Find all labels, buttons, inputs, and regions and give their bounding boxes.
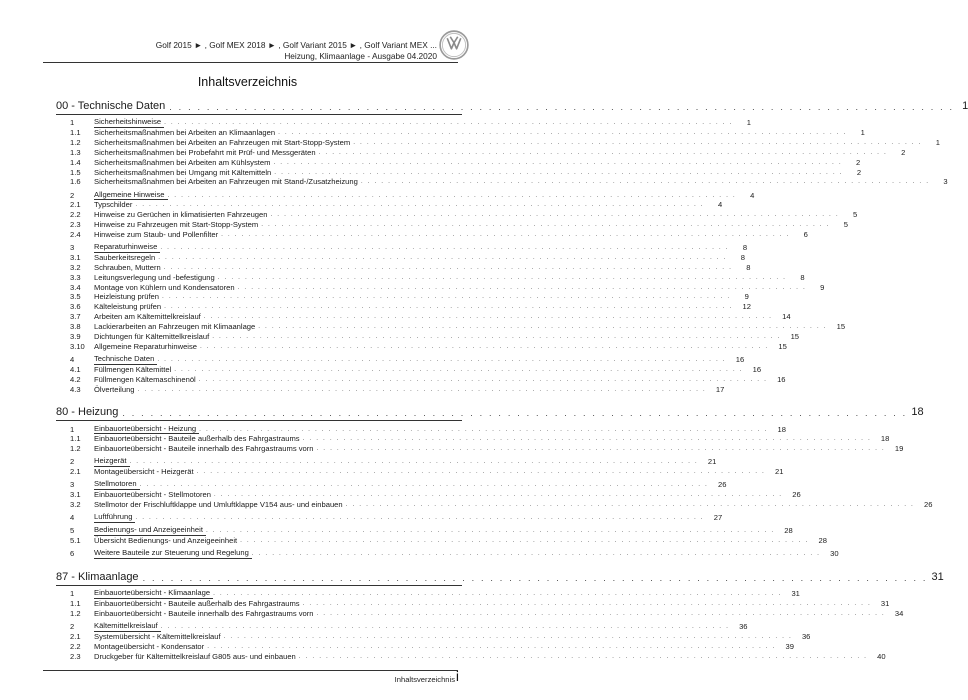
vw-logo-icon (439, 30, 469, 60)
entry-title: Bedienungs- und Anzeigeeinheit (94, 525, 206, 536)
leader-dots: . . . . . . . . . . . . . . . . . . . . . . . . . . . . . . . . . . . . . . . . . . . . . . . . . . . . . . . . . . . . . . . . . . . . . . . . . . . . . . . . . . . . (135, 201, 705, 209)
toc-chapter-entry[interactable] (56, 588, 800, 599)
entry-page: 4 (750, 190, 755, 200)
entry-title: Sicherheitsmaßnahmen bei Umgang mit Kältemitteln (94, 167, 272, 177)
entry-title: Luftführung (94, 512, 135, 523)
entry-title: Systemübersicht - Kältemittelkreislauf (94, 631, 221, 641)
leader-dots: . . . . . . . . . . . . . . . . . . . . . . . . . . . . . . . . . . . . . . . . . . . . . . . . . . . . . . . . . . . . . . . . . . . . . . . . . . . . . . . . . . . . (240, 537, 809, 545)
footer-divider (43, 670, 458, 671)
entry-page: 5 (853, 210, 858, 220)
entry-page: 1 (746, 118, 751, 128)
toc-entry[interactable] (56, 252, 746, 263)
toc-entry[interactable] (56, 292, 749, 302)
leader-dots: . . . . . . . . . . . . . . . . . . . . . . . . . . . . . . . . . . . . . . . . . . . . . . . . . . . . . . . . . . . . . . . . . . . . . . . . . . . . . . . . . . . . (158, 253, 728, 261)
leader-dots: . . . . . . . . . . . . . . . . . . . . . . . . . . . . . . . . . . . . . . . . . . . . . . . . . . . . . . . . . . . . . . . . . . . . . . . . . . . . . . . . . . . . (213, 590, 782, 598)
entry-title: Einbauorteübersicht - Bauteile außerhalb des Fahrgastraums (94, 599, 300, 609)
page-header (0, 0, 495, 62)
entry-title: Sicherheitsmaßnahmen bei Arbeiten am Kühlsystem (94, 157, 271, 167)
toc-chapter-entry[interactable] (56, 621, 748, 632)
leader-dots: . . . . . . . . . . . . . . . . . . . . . . . . . . . . . . . . . . . . . . . . . . . . . . . . . . . . . . . . . . . . . . . . . . . . . . . . . . . . . . . . . . . . (157, 355, 727, 363)
section-divider (56, 114, 462, 115)
toc-chapter-entry[interactable] (56, 423, 786, 435)
toc-entry[interactable] (56, 147, 906, 158)
leader-dots: . . . . . . . . . . . . . . . . . . . . . . . . . . . . . . . . . . . . . . . . . . . . . . . . . . . . . . . . . . . . . . . . . . . . . . . . . . . . . . . . . . . . (237, 283, 807, 291)
entry-page: 8 (740, 252, 746, 262)
entry-number: 1 (70, 118, 75, 128)
entry-title: Hinweise zu Gerüchen in klimatisierten Fahrzeugen (94, 210, 268, 220)
entry-number: 3.2 (70, 500, 81, 510)
toc-entry[interactable] (56, 631, 811, 642)
entry-page: 2 (856, 167, 862, 177)
toc-entry[interactable] (56, 467, 784, 477)
toc-section (56, 400, 933, 559)
toc-entry[interactable] (56, 220, 848, 230)
leader-dots: . . . . . . . . . . . . . . . . . . . . . . . . . . . . . . . . . . . . . . . . . . . . . . . . . . . . . . . . . . . . . . . . . . . . . . . . . . . . . . . . . . . . (163, 263, 733, 271)
leader-dots: . . . . . . . . . . . . . . . . . . . . . . . . . . . . . . . . . . . . . . . . . . . . . . . . . . . . . . . . . . . . . . . . . . . . . . . . . . . . . . . . . . . . (164, 303, 733, 311)
entry-number: 1.2 (70, 137, 81, 147)
leader-dots: . . . . . . . . . . . . . . . . . . . . . . . . . . . . . . . . . . . . . . . . . . . . . . . . . . . . . . . . . . . . . . . . . . . . . . . . . . . . . . . . . . . . (160, 244, 730, 252)
leader-dots: . . . . . . . . . . . . . . . . . . . . . . . . . . . . . . . . . . . . . . . . . . . . . . . . . . . . . . . . . . . . . . . . . . . . . . . . . . . . . . . . . . . . (221, 231, 790, 238)
leader-dots: . . . . . . . . . . . . . . . . . . . . . . . . . . . . . . . . . . . . . . . . . . . . . . . . . . . . . . . . . . . . . . . . . . . . . . . . . . . . . . . . . . . . (142, 573, 928, 583)
toc-entry[interactable] (56, 200, 723, 210)
entry-title: Weitere Bauteile zur Steuerung und Regelung (94, 548, 252, 559)
table-of-contents (56, 94, 968, 662)
entry-number: 2.2 (70, 210, 81, 220)
leader-dots: . . . . . . . . . . . . . . . . . . . . . . . . . . . . . . . . . . . . . . . . . . . . . . . . . . . . . . . . . . . . . . . . . . . . . . . . . . . . . . . . . . . . (164, 119, 733, 127)
header-divider (43, 62, 458, 63)
entry-title: Reparaturhinweise (94, 242, 160, 253)
entry-number: 2 (70, 190, 75, 200)
entry-number: 1.1 (70, 599, 81, 609)
leader-dots: . . . . . . . . . . . . . . . . . . . . . . . . . . . . . . . . . . . . . . . . . . . . . . . . . . . . . . . . . . . . . . . . . . . . . . . . . . . . . . . . . . . . (302, 600, 872, 608)
entry-title: Technische Daten (94, 354, 157, 365)
toc-entry[interactable] (56, 312, 791, 322)
entry-number: 1.4 (70, 157, 81, 167)
entry-title: Stellmotor der Frischluftklappe und Umluftklappe V154 aus- und einbauen (94, 500, 343, 510)
section-page: 18 (911, 406, 924, 419)
entry-number: 3 (70, 243, 75, 253)
toc-entry[interactable] (56, 262, 751, 273)
entry-number: 4 (70, 354, 75, 364)
entry-page: 31 (791, 589, 800, 599)
entry-title: Einbauorteübersicht - Bauteile innerhalb des Fahrgastraums vorn (94, 608, 314, 618)
toc-entry[interactable] (56, 128, 865, 138)
entry-page: 16 (752, 364, 762, 374)
entry-page: 1 (860, 128, 865, 138)
toc-section (56, 94, 968, 394)
toc-chapter-entry[interactable] (56, 117, 751, 128)
entry-title: Kältemittelkreislauf (94, 621, 161, 632)
entry-title: Einbauorteübersicht - Bauteile außerhalb des Fahrgastraums (94, 434, 300, 444)
entry-page: 34 (894, 608, 904, 618)
section-page: 1 (962, 100, 968, 112)
entry-page: 16 (735, 354, 745, 364)
entry-number: 2 (70, 457, 75, 467)
toc-entry[interactable] (56, 384, 725, 395)
entry-number: 2.3 (70, 220, 81, 230)
entry-number: 2 (70, 622, 75, 631)
header-models: Golf 2015 ► , Golf MEX 2018 ► , Golf Variant 2015 ► , Golf Variant MEX ... (155, 40, 437, 50)
leader-dots: . . . . . . . . . . . . . . . . . . . . . . . . . . . . . . . . . . . . . . . . . . . . . . . . . . . . . . . . . . . . . . . . . . . . . . . . . . . . . . . . . . . . (139, 481, 709, 489)
leader-dots: . . . . . . . . . . . . . . . . . . . . . . . . . . . . . . . . . . . . . . . . . . . . . . . . . . . . . . . . . . . . . . . . . . . . . . . . . . . . . . . . . . . . (167, 191, 737, 199)
toc-entry[interactable] (56, 641, 794, 652)
leader-dots: . . . . . . . . . . . . . . . . . . . . . . . . . . . . . . . . . . . . . . . . . . . . . . . . . . . . . . . . . . . . . . . . . . . . . . . . . . . . . . . . . . . . (135, 514, 705, 522)
entry-number: 1.5 (70, 167, 81, 177)
leader-dots: . . . . . . . . . . . . . . . . . . . . . . . . . . . . . . . . . . . . . . . . . . . . . . . . . . . . . . . . . . . . . . . . . . . . . . . . . . . . . . . . . . . . (207, 642, 776, 650)
entry-number: 3.3 (70, 272, 81, 282)
toc-entry[interactable] (56, 282, 825, 293)
leader-dots: . . . . . . . . . . . . . . . . . . . . . . . . . . . . . . . . . . . . . . . . . . . . . . . . . . . . . . . . . . . . . . . . . . . . . . . . . . . . . . . . . . . . (258, 323, 828, 331)
entry-title: Allgemeine Reparaturhinweise (94, 341, 197, 351)
entry-number: 1.6 (70, 177, 81, 187)
leader-dots: . . . . . . . . . . . . . . . . . . . . . . . . . . . . . . . . . . . . . . . . . . . . . . . . . . . . . . . . . . . . . . . . . . . . . . . . . . . . . . . . . . . . (203, 313, 773, 321)
entry-number: 5 (70, 526, 75, 536)
toc-entry[interactable] (56, 322, 846, 332)
entry-title: Sauberkeitsregeln (94, 252, 156, 262)
section-title: 80 - Heizung (56, 406, 119, 419)
entry-page: 19 (894, 444, 904, 454)
entry-title: Heizgerät (94, 456, 130, 467)
toc-chapter-entry[interactable] (56, 353, 745, 365)
toc-entry[interactable] (56, 374, 786, 385)
entry-page: 40 (877, 651, 886, 661)
toc-entry[interactable] (56, 167, 862, 178)
leader-dots: . . . . . . . . . . . . . . . . . . . . . . . . . . . . . . . . . . . . . . . . . . . . . . . . . . . . . . . . . . . . . . . . . . . . . . . . . . . . . . . . . . . . (129, 458, 699, 466)
leader-dots: . . . . . . . . . . . . . . . . . . . . . . . . . . . . . . . . . . . . . . . . . . . . . . . . . . . . . . . . . . . . . . . . . . . . . . . . . . . . . . . . . . . . (199, 425, 768, 433)
entry-number: 4.1 (70, 364, 81, 374)
entry-number: 2.1 (70, 631, 81, 641)
entry-page: 39 (785, 641, 794, 651)
entry-title: Montage von Kühlern und Kondensatoren (94, 282, 235, 292)
entry-number: 1.1 (70, 434, 81, 444)
toc-entry[interactable] (56, 157, 861, 168)
leader-dots: . . . . . . . . . . . . . . . . . . . . . . . . . . . . . . . . . . . . . . . . . . . . . . . . . . . . . . . . . . . . . . . . . . . . . . . . . . . . . . . . . . . . (169, 102, 955, 112)
toc-section (56, 565, 944, 662)
entry-page: 15 (778, 341, 787, 351)
leader-dots: . . . . . . . . . . . . . . . . . . . . . . . . . . . . . . . . . . . . . . . . . . . . . . . . . . . . . . . . . . . . . . . . . . . . . . . . . . . . . . . . . . . . (278, 129, 847, 137)
entry-number: 3.7 (70, 312, 81, 322)
entry-number: 2.1 (70, 467, 81, 477)
leader-dots: . . . . . . . . . . . . . . . . . . . . . . . . . . . . . . . . . . . . . . . . . . . . . . . . . . . . . . . . . . . . . . . . . . . . . . . . . . . . . . . . . . . . (360, 178, 930, 186)
leader-dots: . . . . . . . . . . . . . . . . . . . . . . . . . . . . . . . . . . . . . . . . . . . . . . . . . . . . . . . . . . . . . . . . . . . . . . . . . . . . . . . . . . . . (137, 385, 707, 393)
leader-dots: . . . . . . . . . . . . . . . . . . . . . . . . . . . . . . . . . . . . . . . . . . . . . . . . . . . . . . . . . . . . . . . . . . . . . . . . . . . . . . . . . . . . (318, 148, 888, 156)
entry-title: Sicherheitsmaßnahmen bei Arbeiten an Fahrzeugen mit Start-Stopp-System (94, 137, 351, 147)
entry-number: 1.2 (70, 444, 81, 454)
entry-page: 27 (713, 513, 723, 523)
leader-dots: . . . . . . . . . . . . . . . . . . . . . . . . . . . . . . . . . . . . . . . . . . . . . . . . . . . . . . . . . . . . . . . . . . . . . . . . . . . . . . . . . . . . (213, 491, 783, 499)
entry-number: 4.2 (70, 374, 81, 384)
entry-number: 1.1 (70, 128, 81, 138)
toc-entry[interactable] (56, 364, 762, 375)
entry-title: Lackierarbeiten an Fahrzeugen mit Klimaanlage (94, 322, 256, 332)
entry-page: 12 (742, 302, 751, 312)
leader-dots: . . . . . . . . . . . . . . . . . . . . . . . . . . . . . . . . . . . . . . . . . . . . . . . . . . . . . . . . . . . . . . . . . . . . . . . . . . . . . . . . . . . . (196, 468, 766, 476)
leader-dots: . . . . . . . . . . . . . . . . . . . . . . . . . . . . . . . . . . . . . . . . . . . . . . . . . . . . . . . . . . . . . . . . . . . . . . . . . . . . . . . . . . . . (270, 211, 840, 219)
leader-dots: . . . . . . . . . . . . . . . . . . . . . . . . . . . . . . . . . . . . . . . . . . . . . . . . . . . . . . . . . . . . . . . . . . . . . . . . . . . . . . . . . . . . (261, 221, 830, 229)
toc-entry[interactable] (56, 210, 858, 220)
toc-entry[interactable] (56, 536, 827, 546)
entry-page: 6 (803, 230, 808, 239)
entry-page: 8 (742, 243, 748, 253)
toc-chapter-entry[interactable] (56, 456, 717, 467)
entry-number: 3 (70, 480, 75, 490)
toc-entry[interactable] (56, 444, 904, 454)
entry-title: Druckgeber für Kältemittelkreislauf G805 aus- und einbauen (94, 651, 296, 661)
section-divider (56, 585, 462, 586)
entry-title: Einbauorteübersicht - Klimaanlage (94, 588, 213, 599)
entry-title: Heizleistung prüfen (94, 292, 160, 302)
leader-dots: . . . . . . . . . . . . . . . . . . . . . . . . . . . . . . . . . . . . . . . . . . . . . . . . . . . . . . . . . . . . . . . . . . . . . . . . . . . . . . . . . . . . (251, 550, 821, 558)
entry-number: 3.6 (70, 302, 81, 312)
toc-entry[interactable] (56, 177, 948, 187)
leader-dots: . . . . . . . . . . . . . . . . . . . . . . . . . . . . . . . . . . . . . . . . . . . . . . . . . . . . . . . . . . . . . . . . . . . . . . . . . . . . . . . . . . . . (298, 652, 868, 660)
toc-entry[interactable] (56, 302, 751, 312)
entry-title: Hinweise zu Fahrzeugen mit Start-Stopp-System (94, 220, 259, 230)
entry-number: 3.8 (70, 322, 81, 332)
entry-number: 4.3 (70, 384, 81, 394)
toc-chapter-entry[interactable] (56, 242, 748, 253)
entry-page: 8 (746, 262, 751, 272)
toc-chapter-entry[interactable] (56, 548, 839, 559)
entry-page: 17 (715, 384, 725, 394)
entry-number: 6 (70, 549, 75, 559)
entry-title: Dichtungen für Kältemittelkreislauf (94, 331, 210, 341)
entry-title: Montageübersicht - Heizgerät (94, 467, 194, 477)
entry-number: 2.1 (70, 200, 81, 210)
entry-number: 2.4 (70, 230, 81, 239)
toc-chapter-entry[interactable] (56, 189, 755, 201)
entry-title: Einbauorteübersicht - Stellmotoren (94, 490, 211, 500)
entry-title: Allgemeine Hinweise (94, 190, 168, 201)
entry-page: 2 (901, 147, 906, 157)
entry-title: Ölverteilung (94, 384, 135, 394)
leader-dots: . . . . . . . . . . . . . . . . . . . . . . . . . . . . . . . . . . . . . . . . . . . . . . . . . . . . . . . . . . . . . . . . . . . . . . . . . . . . . . . . . . . . (174, 365, 744, 373)
section-page: 31 (931, 571, 944, 583)
entry-page: 26 (792, 490, 801, 500)
entry-page: 18 (777, 424, 786, 434)
entry-number: 5.1 (70, 536, 81, 546)
toc-entry[interactable] (56, 230, 808, 240)
entry-page: 30 (830, 549, 839, 559)
toc-entry[interactable] (56, 331, 800, 342)
leader-dots: . . . . . . . . . . . . . . . . . . . . . . . . . . . . . . . . . . . . . . . . . . . . . . . . . . . . . . . . . . . . . . . . . . . . . . . . . . . . . . . . . . . . (302, 435, 872, 443)
entry-title: Einbauorteübersicht - Bauteile innerhalb des Fahrgastraums vorn (94, 444, 314, 454)
leader-dots: . . . . . . . . . . . . . . . . . . . . . . . . . . . . . . . . . . . . . . . . . . . . . . . . . . . . . . . . . . . . . . . . . . . . . . . . . . . . . . . . . . . . (200, 342, 769, 350)
section-title: 00 - Technische Daten (56, 100, 166, 112)
entry-page: 15 (790, 331, 800, 341)
entry-number: 1 (70, 589, 75, 599)
footer-label: Inhaltsverzeichnis (394, 675, 455, 684)
entry-page: 5 (843, 220, 848, 230)
entry-number: 3.1 (70, 490, 81, 500)
leader-dots: . . . . . . . . . . . . . . . . . . . . . . . . . . . . . . . . . . . . . . . . . . . . . . . . . . . . . . . . . . . . . . . . . . . . . . . . . . . . . . . . . . . . (274, 168, 844, 176)
entry-page: 9 (744, 292, 749, 302)
entry-page: 2 (856, 157, 861, 167)
entry-number: 3.5 (70, 292, 81, 302)
toc-entry[interactable] (56, 651, 886, 662)
section-divider (56, 420, 462, 421)
entry-page: 15 (836, 322, 846, 332)
entry-page: 28 (784, 526, 793, 536)
leader-dots: . . . . . . . . . . . . . . . . . . . . . . . . . . . . . . . . . . . . . . . . . . . . . . . . . . . . . . . . . . . . . . . . . . . . . . . . . . . . . . . . . . . . (353, 138, 923, 146)
leader-dots: . . . . . . . . . . . . . . . . . . . . . . . . . . . . . . . . . . . . . . . . . . . . . . . . . . . . . . . . . . . . . . . . . . . . . . . . . . . . . . . . . . . . (122, 408, 908, 419)
entry-page: 31 (880, 599, 890, 609)
leader-dots: . . . . . . . . . . . . . . . . . . . . . . . . . . . . . . . . . . . . . . . . . . . . . . . . . . . . . . . . . . . . . . . . . . . . . . . . . . . . . . . . . . . . (316, 445, 886, 453)
entry-page: 36 (801, 631, 811, 641)
entry-title: Sicherheitshinweise (94, 117, 164, 128)
entry-page: 16 (777, 374, 786, 384)
entry-number: 3.10 (70, 341, 85, 351)
toc-entry[interactable] (56, 490, 801, 500)
entry-title: Füllmengen Kältemittel (94, 364, 172, 374)
toc-chapter-entry[interactable] (56, 512, 723, 523)
entry-title: Sicherheitsmaßnahmen bei Arbeiten an Fahrzeugen mit Stand-/Zusatzheizung (94, 177, 358, 187)
toc-entry[interactable] (56, 137, 941, 148)
leader-dots: . . . . . . . . . . . . . . . . . . . . . . . . . . . . . . . . . . . . . . . . . . . . . . . . . . . . . . . . . . . . . . . . . . . . . . . . . . . . . . . . . . . . (212, 332, 782, 340)
section-title: 87 - Klimaanlage (56, 571, 139, 583)
leader-dots: . . . . . . . . . . . . . . . . . . . . . . . . . . . . . . . . . . . . . . . . . . . . . . . . . . . . . . . . . . . . . . . . . . . . . . . . . . . . . . . . . . . . (217, 273, 787, 281)
entry-number: 3.9 (70, 331, 81, 341)
entry-title: Kälteleistung prüfen (94, 302, 162, 312)
toc-chapter-entry[interactable] (56, 479, 727, 490)
entry-title: Arbeiten am Kältemittelkreislauf (94, 312, 201, 322)
entry-title: Typschilder (94, 200, 133, 210)
entry-title: Sicherheitsmaßnahmen bei Arbeiten an Klimaanlagen (94, 128, 276, 138)
entry-number: 1.3 (70, 147, 81, 157)
entry-number: 1 (70, 424, 75, 434)
page-title: Inhaltsverzeichnis (197, 75, 298, 89)
entry-title: Leitungsverlegung und -befestigung (94, 272, 215, 282)
toc-section-heading[interactable] (56, 94, 968, 112)
toc-chapter-entry[interactable] (56, 525, 793, 536)
leader-dots: . . . . . . . . . . . . . . . . . . . . . . . . . . . . . . . . . . . . . . . . . . . . . . . . . . . . . . . . . . . . . . . . . . . . . . . . . . . . . . . . . . . . (160, 623, 730, 630)
entry-page: 21 (774, 467, 784, 477)
leader-dots: . . . . . . . . . . . . . . . . . . . . . . . . . . . . . . . . . . . . . . . . . . . . . . . . . . . . . . . . . . . . . . . . . . . . . . . . . . . . . . . . . . . . (273, 158, 843, 166)
entry-number: 2.3 (70, 651, 81, 661)
entry-page: 21 (707, 457, 717, 467)
header-edition: Heizung, Klimaanlage - Ausgabe 04.2020 (284, 51, 437, 61)
entry-page: 28 (818, 536, 827, 546)
entry-title: Übersicht Bedienungs- und Anzeigeeinheit (94, 536, 238, 546)
entry-page: 14 (782, 312, 791, 322)
toc-entry[interactable] (56, 608, 904, 619)
entry-title: Sicherheitsmaßnahmen bei Probefahrt mit Prüf- und Messgeräten (94, 147, 316, 157)
entry-page: 3 (943, 177, 948, 187)
leader-dots: . . . . . . . . . . . . . . . . . . . . . . . . . . . . . . . . . . . . . . . . . . . . . . . . . . . . . . . . . . . . . . . . . . . . . . . . . . . . . . . . . . . . (205, 527, 775, 535)
entry-title: Schrauben, Muttern (94, 262, 161, 272)
leader-dots: . . . . . . . . . . . . . . . . . . . . . . . . . . . . . . . . . . . . . . . . . . . . . . . . . . . . . . . . . . . . . . . . . . . . . . . . . . . . . . . . . . . . (223, 632, 793, 640)
toc-section-heading[interactable] (56, 565, 944, 583)
entry-number: 3.2 (70, 262, 81, 272)
entry-title: Stellmotoren (94, 479, 140, 490)
leader-dots: . . . . . . . . . . . . . . . . . . . . . . . . . . . . . . . . . . . . . . . . . . . . . . . . . . . . . . . . . . . . . . . . . . . . . . . . . . . . . . . . . . . . (198, 375, 768, 383)
entry-page: 8 (800, 272, 805, 282)
entry-number: 4 (70, 513, 75, 523)
entry-title: Montageübersicht - Kondensator (94, 641, 205, 651)
leader-dots: . . . . . . . . . . . . . . . . . . . . . . . . . . . . . . . . . . . . . . . . . . . . . . . . . . . . . . . . . . . . . . . . . . . . . . . . . . . . . . . . . . . . (162, 293, 731, 301)
toc-entry[interactable] (56, 272, 805, 283)
entry-title: Hinweise zum Staub- und Pollenfilter (94, 230, 219, 239)
entry-number: 3.4 (70, 282, 81, 292)
entry-page: 26 (717, 480, 727, 490)
entry-page: 4 (717, 200, 723, 210)
entry-number: 2.2 (70, 641, 81, 651)
toc-entry[interactable] (56, 434, 890, 444)
entry-page: 1 (935, 137, 941, 147)
toc-entry[interactable] (56, 341, 787, 352)
entry-page: 9 (820, 282, 825, 292)
entry-title: Einbauorteübersicht - Heizung (94, 424, 199, 435)
entry-page: 36 (739, 622, 748, 631)
entry-title: Füllmengen Kältemaschinenöl (94, 374, 196, 384)
leader-dots: . . . . . . . . . . . . . . . . . . . . . . . . . . . . . . . . . . . . . . . . . . . . . . . . . . . . . . . . . . . . . . . . . . . . . . . . . . . . . . . . . . . . (345, 501, 915, 509)
toc-entry[interactable] (56, 599, 890, 609)
entry-page: 26 (923, 500, 933, 510)
leader-dots: . . . . . . . . . . . . . . . . . . . . . . . . . . . . . . . . . . . . . . . . . . . . . . . . . . . . . . . . . . . . . . . . . . . . . . . . . . . . . . . . . . . . (316, 609, 886, 617)
entry-number: 1.2 (70, 608, 81, 618)
toc-section-heading[interactable] (56, 400, 924, 419)
footer-page-number: i (455, 668, 459, 684)
toc-entry[interactable] (56, 500, 933, 510)
entry-number: 3.1 (70, 252, 81, 262)
entry-page: 18 (880, 434, 890, 444)
